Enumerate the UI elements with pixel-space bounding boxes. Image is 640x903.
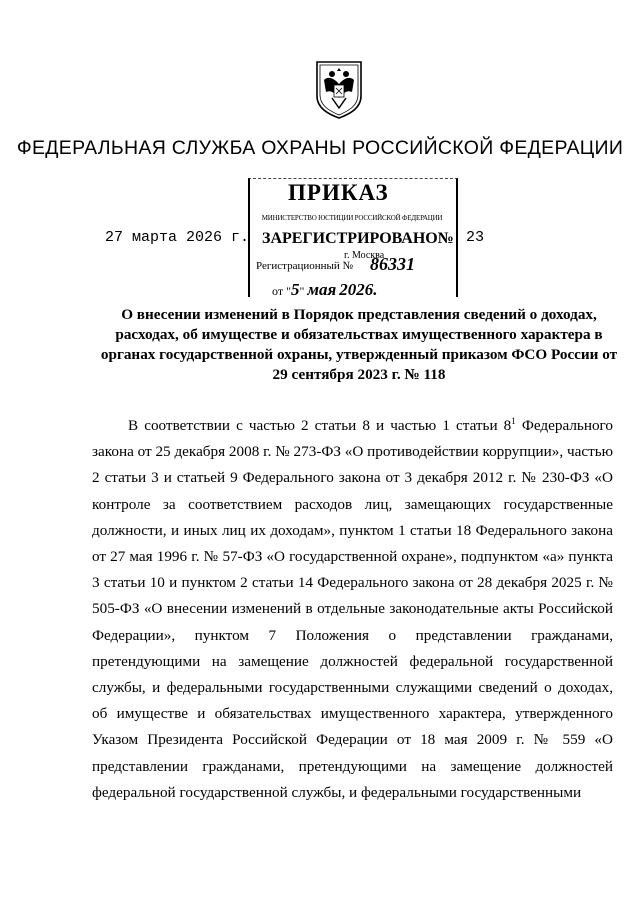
agency-name: ФЕДЕРАЛЬНАЯ СЛУЖБА ОХРАНЫ РОССИЙСКОЙ ФЕДЕРАЦИИ xyxy=(16,137,624,159)
stamp-reg-number: 86331 xyxy=(370,254,415,274)
body-part-1: В соответствии с частью 2 статьи 8 и частью 1 статьи 8 xyxy=(128,417,512,434)
stamp-registered-text: ЗАРЕГИСТРИРОВАНО xyxy=(262,230,438,247)
stamp-date-year: 2026. xyxy=(339,280,378,299)
coat-of-arms-emblem xyxy=(314,58,364,120)
stamp-number-sign: № xyxy=(437,230,454,247)
stamp-reg-label: Регистрационный № xyxy=(256,260,354,272)
stamp-date-day: 5 xyxy=(290,280,300,299)
stamp-registered xyxy=(262,230,454,248)
order-title: О внесении изменений в Порядок представления сведений о доходах, расходах, об имуществе и обязательствах имущественного характера в органах государственной охраны, утвержденный приказом ФСО России от 29 сентября 2023 г. № 118 xyxy=(100,306,618,383)
order-number: 23 xyxy=(466,229,485,246)
stamp-date-prefix: от " xyxy=(272,284,291,298)
stamp-city: г. Москва xyxy=(344,250,385,261)
document-type-label: ПРИКАЗ xyxy=(288,180,389,205)
stamp-date-month: мая xyxy=(307,280,337,299)
body-part-2: Федерального закона от 25 декабря 2008 г. № 273-ФЗ «О противодействии коррупции», частью 2 статьи 3 и статьей 9 Федерального закона от 3 декабря 2012 г. № 230-ФЗ «О контроле за соответствием расходов лиц, замещающих государственные должности, и иных лиц их доходам», пунктом 1 статьи 18 Федерального закона от 27 мая 1996 г. № 57-ФЗ «О государственной охране», подпунктом «а» пункта 3 статьи 10 и пунктом 2 статьи 14 Федерального закона от 28 декабря 2025 г. № 505-ФЗ «О внесении изменений в отдельные законодательные акты Российской Федерации», пунктом 7 Положения о представлении гражданами, претендующими на замещение должностей федеральной государственной службы, и федеральными государственными служащими сведений о доходах, об имуществе и обязательствах имущественного характера, утвержденного Указом Президента Российской Федерации от 18 мая 2009 г. № 559 «О представлении гражданами, претендующими на замещение должностей федеральной государственной службы, и федеральными государственными xyxy=(92,417,614,801)
stamp-ministry: МИНИСТЕРСТВО ЮСТИЦИИ РОССИЙСКОЙ ФЕДЕРАЦИИ xyxy=(261,214,443,222)
order-date: 27 марта 2026 г. xyxy=(105,229,250,246)
registration-stamp xyxy=(248,170,456,298)
stamp-reg-date: от "5" мая 2026. xyxy=(272,280,378,299)
body-superscript: 1 xyxy=(511,415,516,426)
body-paragraph xyxy=(92,413,613,806)
